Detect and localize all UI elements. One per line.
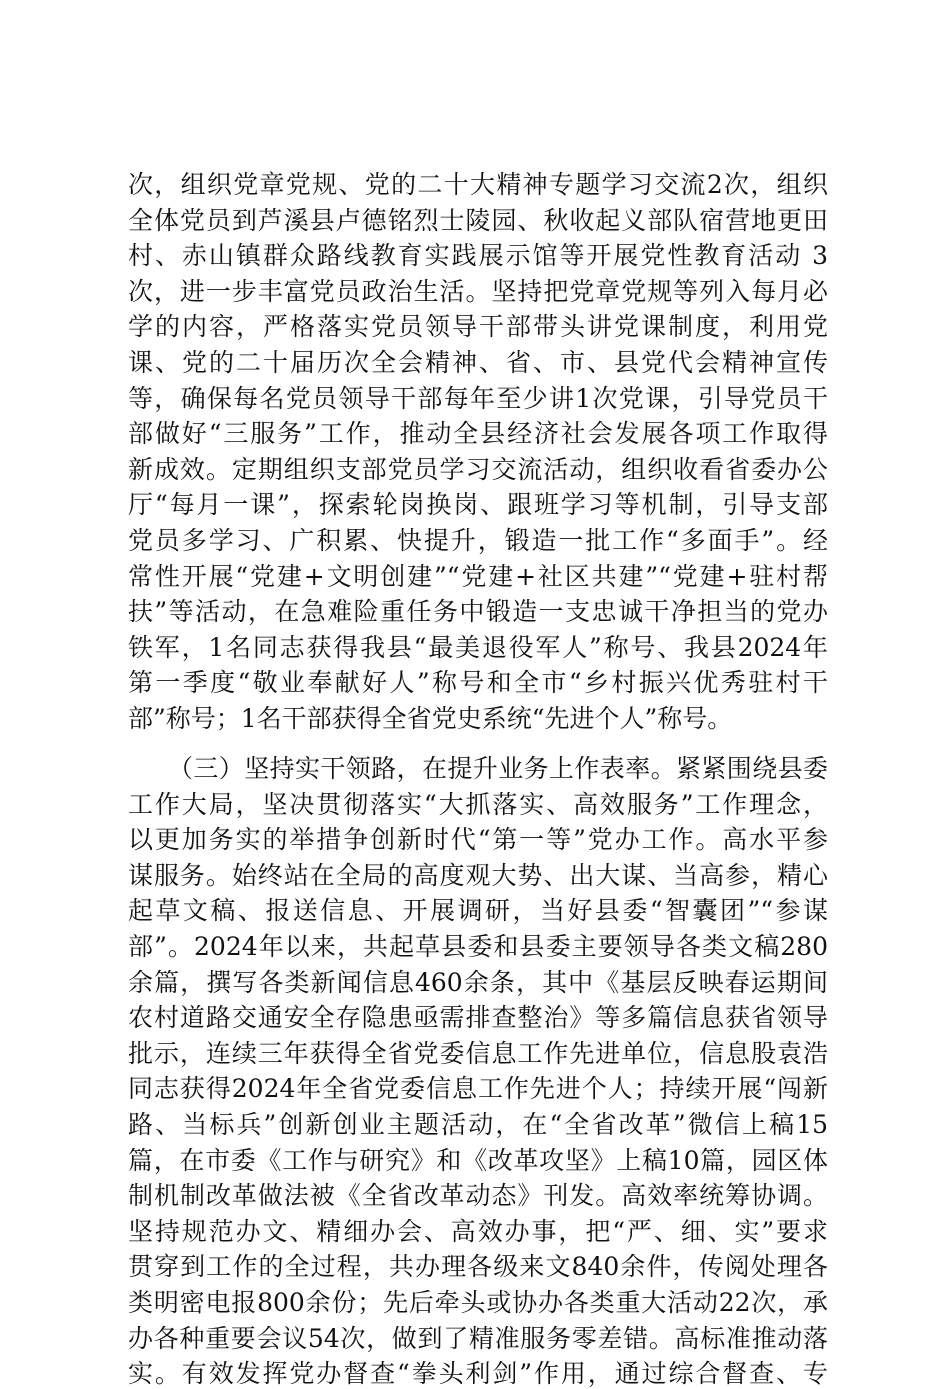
text-line: 农村道路交通安全存隐患亟需排查整治》等多篇信息获省领导 — [128, 1003, 828, 1033]
text-line: 等，确保每名党员领导干部每年至少讲1次党课，引导党员干 — [128, 383, 828, 413]
text-line: 扶”等活动，在急难险重任务中锻造一支忠诚干净担当的党办 — [128, 597, 828, 627]
text-line: 实。有效发挥党办督查“拳头利剑”作用，通过综合督查、专 — [128, 1359, 828, 1389]
text-line: 同志获得2024年全省党委信息工作先进个人；持续开展“闯新 — [128, 1074, 828, 1104]
text-line: 党员多学习、广积累、快提升，锻造一批工作“多面手”。经 — [128, 526, 828, 555]
text-line: 次，进一步丰富党员政治生活。坚持把党章党规等列入每月必 — [128, 276, 828, 306]
text-line: 坚持规范办文、精细办会、高效办事，把“严、细、实”要求 — [128, 1216, 828, 1246]
text-line: 部”称号；1名干部获得全省党史系统“先进个人”称号。 — [128, 704, 733, 733]
text-line: 工作大局，坚决贯彻落实“大抓落实、高效服务”工作理念， — [128, 789, 828, 819]
text-line: 学的内容，严格落实党员领导干部带头讲党课制度，利用党 — [128, 312, 828, 342]
text-line: 类明密电报800余份；先后牵头或协办各类重大活动22次，承 — [128, 1288, 828, 1317]
text-line: 贯穿到工作的全过程，共办理各级来文840余件，传阅处理各 — [128, 1252, 828, 1282]
text-line: 谋服务。始终站在全局的高度观大势、出大谋、当高参，精心 — [128, 860, 828, 890]
text-line: 办各种重要会议54次，做到了精准服务零差错。高标准推动落 — [128, 1323, 828, 1353]
text-line: 部做好“三服务”工作，推动全县经济社会发展各项工作取得 — [128, 419, 828, 449]
text-line: 以更加务实的举措争创新时代“第一等”党办工作。高水平参 — [128, 825, 828, 855]
text-line: 新成效。定期组织支部党员学习交流活动，组织收看省委办公 — [128, 454, 828, 484]
text-line: 部”。2024年以来，共起草县委和县委主要领导各类文稿280 — [128, 932, 828, 961]
text-line: 村、赤山镇群众路线教育实践展示馆等开展党性教育活动 3 — [128, 241, 828, 271]
text-line: 余篇，撰写各类新闻信息460余条，其中《基层反映春运期间 — [128, 967, 828, 997]
text-line: 次，组织党章党规、党的二十大精神专题学习交流2次，组织 — [128, 170, 828, 199]
text-line: （三）坚持实干领路，在提升业务上作表率。紧紧围绕县委 — [168, 754, 828, 783]
text-line: 厅“每月一课”，探索轮岗换岗、跟班学习等机制，引导支部 — [128, 490, 828, 520]
text-line: 铁军，1名同志获得我县“最美退役军人”称号、我县2024年 — [128, 632, 828, 662]
text-line: 路、当标兵”创新创业主题活动，在“全省改革”微信上稿15 — [128, 1110, 828, 1139]
text-line: 课、党的二十届历次全会精神、省、市、县党代会精神宣传 — [128, 348, 828, 377]
text-line: 起草文稿、报送信息、开展调研，当好县委“智囊团”“参谋 — [128, 896, 828, 926]
text-line: 全体党员到芦溪县卢德铭烈士陵园、秋收起义部队宿营地更田 — [128, 205, 828, 235]
text-line: 常性开展“党建+文明创建”“党建+社区共建”“党建+驻村帮 — [128, 561, 828, 591]
text-line: 篇，在市委《工作与研究》和《改革攻坚》上稿10篇，园区体 — [128, 1145, 828, 1175]
text-line: 第一季度“敬业奉献好人”称号和全市“乡村振兴优秀驻村干 — [128, 668, 828, 698]
text-line: 批示，连续三年获得全省党委信息工作先进单位，信息股袁浩 — [128, 1038, 828, 1068]
text-line: 制机制改革做法被《全省改革动态》刊发。高效率统筹协调。 — [128, 1181, 828, 1211]
